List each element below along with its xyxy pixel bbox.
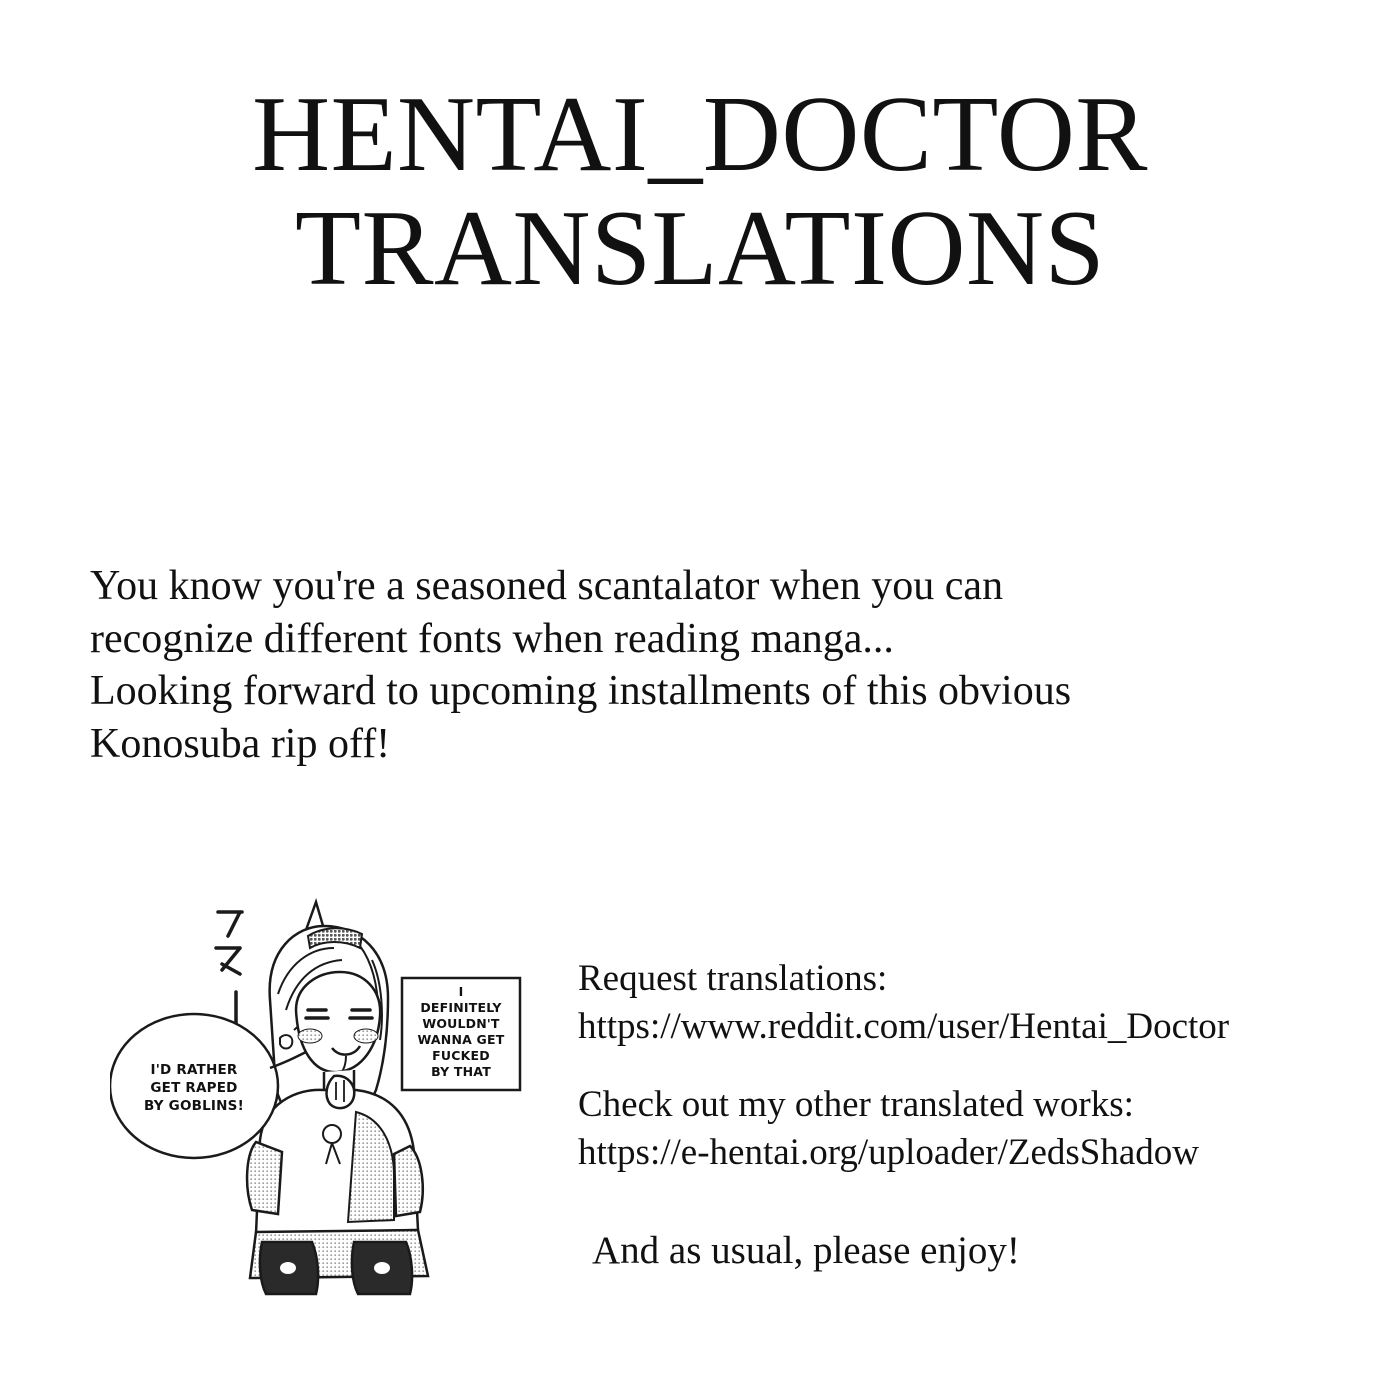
right-bubble-line-6: BY THAT (431, 1064, 491, 1079)
page-title (0, 75, 1400, 309)
right-speech-bubble (402, 978, 520, 1090)
title-line-2: TRANSLATIONS (294, 189, 1106, 309)
left-bubble-line-1: I'D RATHER (150, 1062, 238, 1078)
request-translations-url[interactable]: https://www.reddit.com/user/Hentai_Doctor (578, 1006, 1230, 1048)
request-translations-label: Request translations: (578, 958, 888, 999)
intro-line-2: recognize different fonts when reading manga... (90, 615, 894, 662)
intro-line-4: Konosuba rip off! (90, 720, 391, 767)
left-bubble-line-3: BY GOBLINS! (144, 1098, 244, 1114)
intro-line-3: Looking forward to upcoming installments of this obvious (90, 668, 1072, 714)
right-bubble-line-1: I (458, 984, 464, 999)
other-works-group (578, 1081, 1378, 1177)
closing-message: And as usual, please enjoy! (592, 1229, 1020, 1272)
other-works-label: Check out my other translated works: (578, 1084, 1134, 1126)
left-bubble-line-2: GET RAPED (150, 1080, 238, 1096)
right-bubble-line-5: FUCKED (432, 1048, 490, 1063)
intro-paragraph (90, 560, 1330, 770)
right-bubble-line-3: WOULDN'T (422, 1016, 500, 1031)
links-section (578, 955, 1378, 1207)
intro-line-1: You know you're a seasoned scantalator when you can (90, 563, 1004, 609)
comic-illustration (110, 890, 530, 1300)
right-bubble-line-2: DEFINITELY (420, 1000, 502, 1015)
title-line-1: HENTAI_DOCTOR (252, 75, 1148, 194)
request-translations-group (578, 955, 1378, 1051)
other-works-url[interactable]: https://e-hentai.org/uploader/ZedsShadow (578, 1132, 1199, 1174)
right-bubble-line-4: WANNA GET (417, 1032, 505, 1047)
